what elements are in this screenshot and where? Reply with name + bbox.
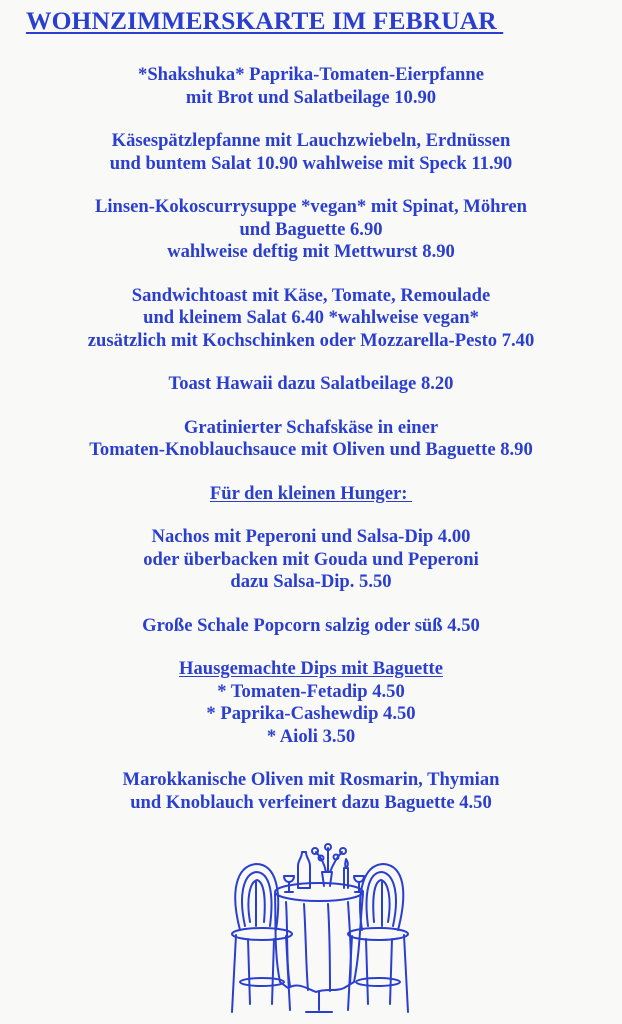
dip-item: * Aioli 3.50: [266, 725, 356, 747]
menu-item-line: wahlweise deftig mit Mettwurst 8.90: [167, 241, 455, 262]
menu-item: [0, 769, 622, 814]
menu-item-line: dazu Salsa-Dip. 5.50: [230, 571, 392, 592]
dips-heading: Hausgemachte Dips mit Baguette: [179, 658, 443, 679]
menu-item-line: und Baguette 6.90: [239, 218, 383, 240]
menu-item: [0, 64, 622, 109]
menu-item: [0, 417, 622, 462]
menu-item-line: Gratinierter Schafskäse in einer: [183, 416, 439, 438]
dip-item: * Paprika-Cashewdip 4.50: [206, 703, 416, 724]
snacks-heading: Für den kleinen Hunger:: [209, 482, 413, 504]
menu-item-line: Tomaten-Knoblauchsauce mit Oliven und Baguette 8.90: [89, 439, 533, 460]
dips-section: [0, 658, 622, 748]
menu-list: [0, 64, 622, 835]
menu-item-line: Linsen-Kokoscurrysuppe *vegan* mit Spinat, Möhren: [94, 196, 527, 217]
menu-item-line: Käsespätzlepfanne mit Lauchzwiebeln, Erdnüssen: [111, 130, 511, 151]
menu-item-line: Marokkanische Oliven mit Rosmarin, Thymian: [122, 769, 500, 790]
menu-item-line: zusätzlich mit Kochschinken oder Mozzarella-Pesto 7.40: [87, 329, 535, 351]
menu-item: [0, 130, 622, 175]
menu-item: [0, 196, 622, 264]
menu-item: [0, 285, 622, 353]
menu-item: [0, 373, 622, 396]
menu-item-line: Toast Hawaii dazu Salatbeilage 8.20: [168, 373, 454, 394]
menu-item-line: und Knoblauch verfeinert dazu Baguette 4.50: [130, 791, 492, 813]
menu-item-line: Sandwichtoast mit Käse, Tomate, Remoulade: [131, 284, 491, 306]
dip-item: * Tomaten-Fetadip 4.50: [217, 680, 405, 702]
menu-item: [0, 615, 622, 638]
menu-item-line: oder überbacken mit Gouda und Peperoni: [143, 548, 479, 570]
menu-item-line: Nachos mit Peperoni und Salsa-Dip 4.00: [151, 526, 471, 547]
menu-item: [0, 526, 622, 594]
menu-item-line: und buntem Salat 10.90 wahlweise mit Speck 11.90: [109, 152, 513, 174]
menu-item-line: *Shakshuka* Paprika-Tomaten-Eierpfanne: [138, 64, 484, 85]
menu-item-line: mit Brot und Salatbeilage 10.90: [185, 86, 437, 108]
menu-item-line: und kleinem Salat 6.40 *wahlweise vegan*: [143, 307, 479, 328]
menu-item-line: Große Schale Popcorn salzig oder süß 4.50: [142, 614, 480, 636]
snacks-section-heading: [0, 483, 622, 506]
menu-title: WOHNZIMMERSKARTE IM FEBRUAR: [26, 6, 504, 35]
cafe-table-chairs-illustration-icon: [228, 842, 410, 1018]
